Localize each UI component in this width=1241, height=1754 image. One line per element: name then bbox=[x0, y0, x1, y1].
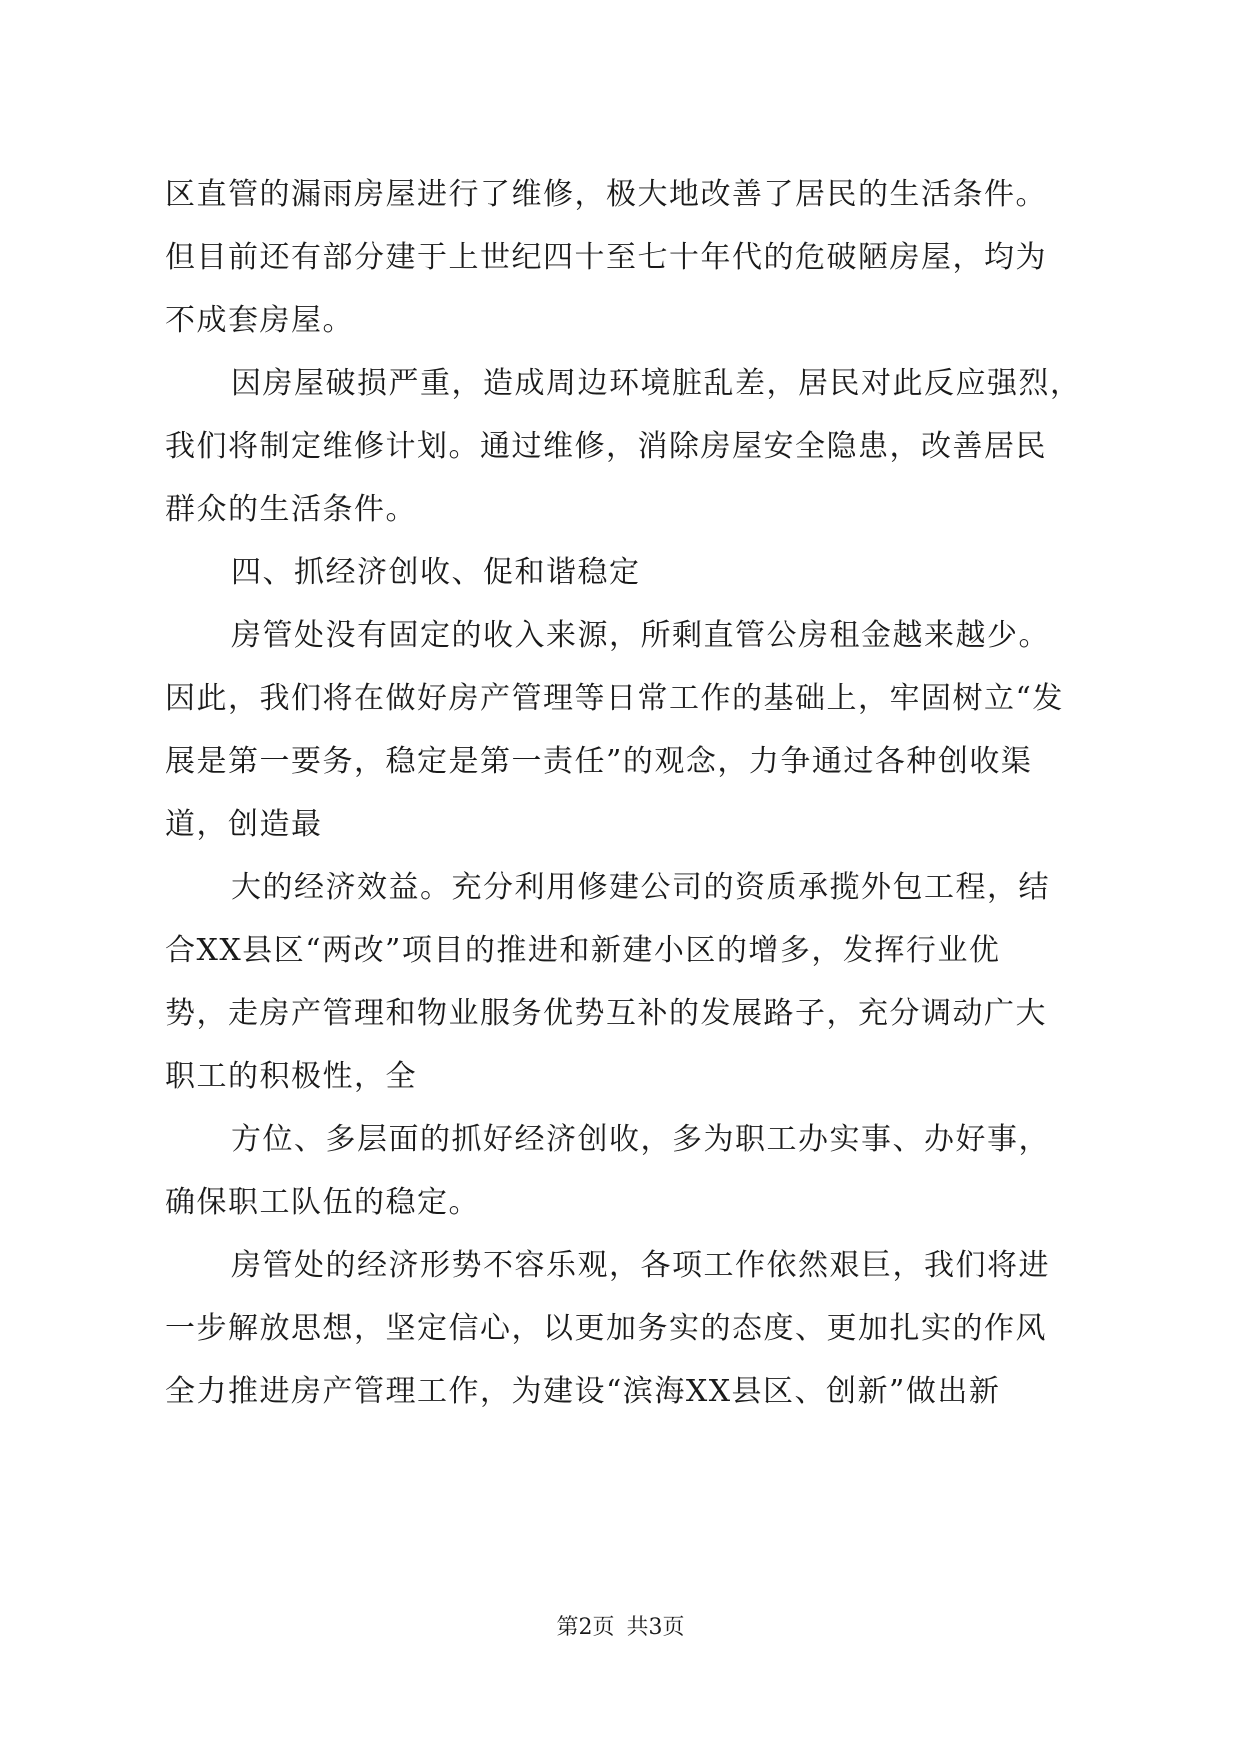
text-line: 我们将制定维修计划。通过维修，消除房屋安全隐患，改善居民 bbox=[165, 429, 1047, 464]
page-number-current: 第2页 bbox=[556, 1615, 615, 1640]
text-line: 职工的积极性，全 bbox=[165, 1059, 417, 1094]
paragraph-start-line: 大的经济效益。充分利用修建公司的资质承揽外包工程，结 bbox=[231, 870, 1050, 905]
text-line: 区直管的漏雨房屋进行了维修，极大地改善了居民的生活条件。 bbox=[165, 177, 1047, 212]
text-line: 因此，我们将在做好房产管理等日常工作的基础上，牢固树立“发 bbox=[165, 681, 1064, 716]
text-line: 合XX县区“两改”项目的推进和新建小区的增多，发挥行业优 bbox=[165, 933, 1001, 968]
section-heading: 四、抓经济创收、促和谐稳定 bbox=[231, 555, 641, 590]
paragraph-start-line: 房管处没有固定的收入来源，所剩直管公房租金越来越少。 bbox=[231, 618, 1050, 653]
text-line: 但目前还有部分建于上世纪四十至七十年代的危破陋房屋，均为 bbox=[165, 240, 1047, 275]
paragraph-start-line: 房管处的经济形势不容乐观，各项工作依然艰巨，我们将进 bbox=[231, 1248, 1050, 1283]
paragraph-start-line: 因房屋破损严重，造成周边环境脏乱差，居民对此反应强烈， bbox=[231, 366, 1082, 401]
page-number-total: 共3页 bbox=[626, 1615, 685, 1640]
text-line: 不成套房屋。 bbox=[165, 303, 354, 338]
text-line: 群众的生活条件。 bbox=[165, 492, 417, 527]
paragraph-start-line: 方位、多层面的抓好经济创收，多为职工办实事、办好事， bbox=[231, 1122, 1050, 1157]
text-line: 势，走房产管理和物业服务优势互补的发展路子，充分调动广大 bbox=[165, 996, 1047, 1031]
text-line: 展是第一要务，稳定是第一责任”的观念，力争通过各种创收渠 bbox=[165, 744, 1033, 779]
text-line: 确保职工队伍的稳定。 bbox=[165, 1185, 480, 1220]
text-line: 道，创造最 bbox=[165, 807, 323, 842]
document-body bbox=[165, 163, 1085, 1423]
text-line: 全力推进房产管理工作，为建设“滨海XX县区、创新”做出新 bbox=[165, 1374, 1001, 1409]
page-footer bbox=[0, 1610, 1241, 1641]
text-line: 一步解放思想，坚定信心，以更加务实的态度、更加扎实的作风 bbox=[165, 1311, 1047, 1346]
